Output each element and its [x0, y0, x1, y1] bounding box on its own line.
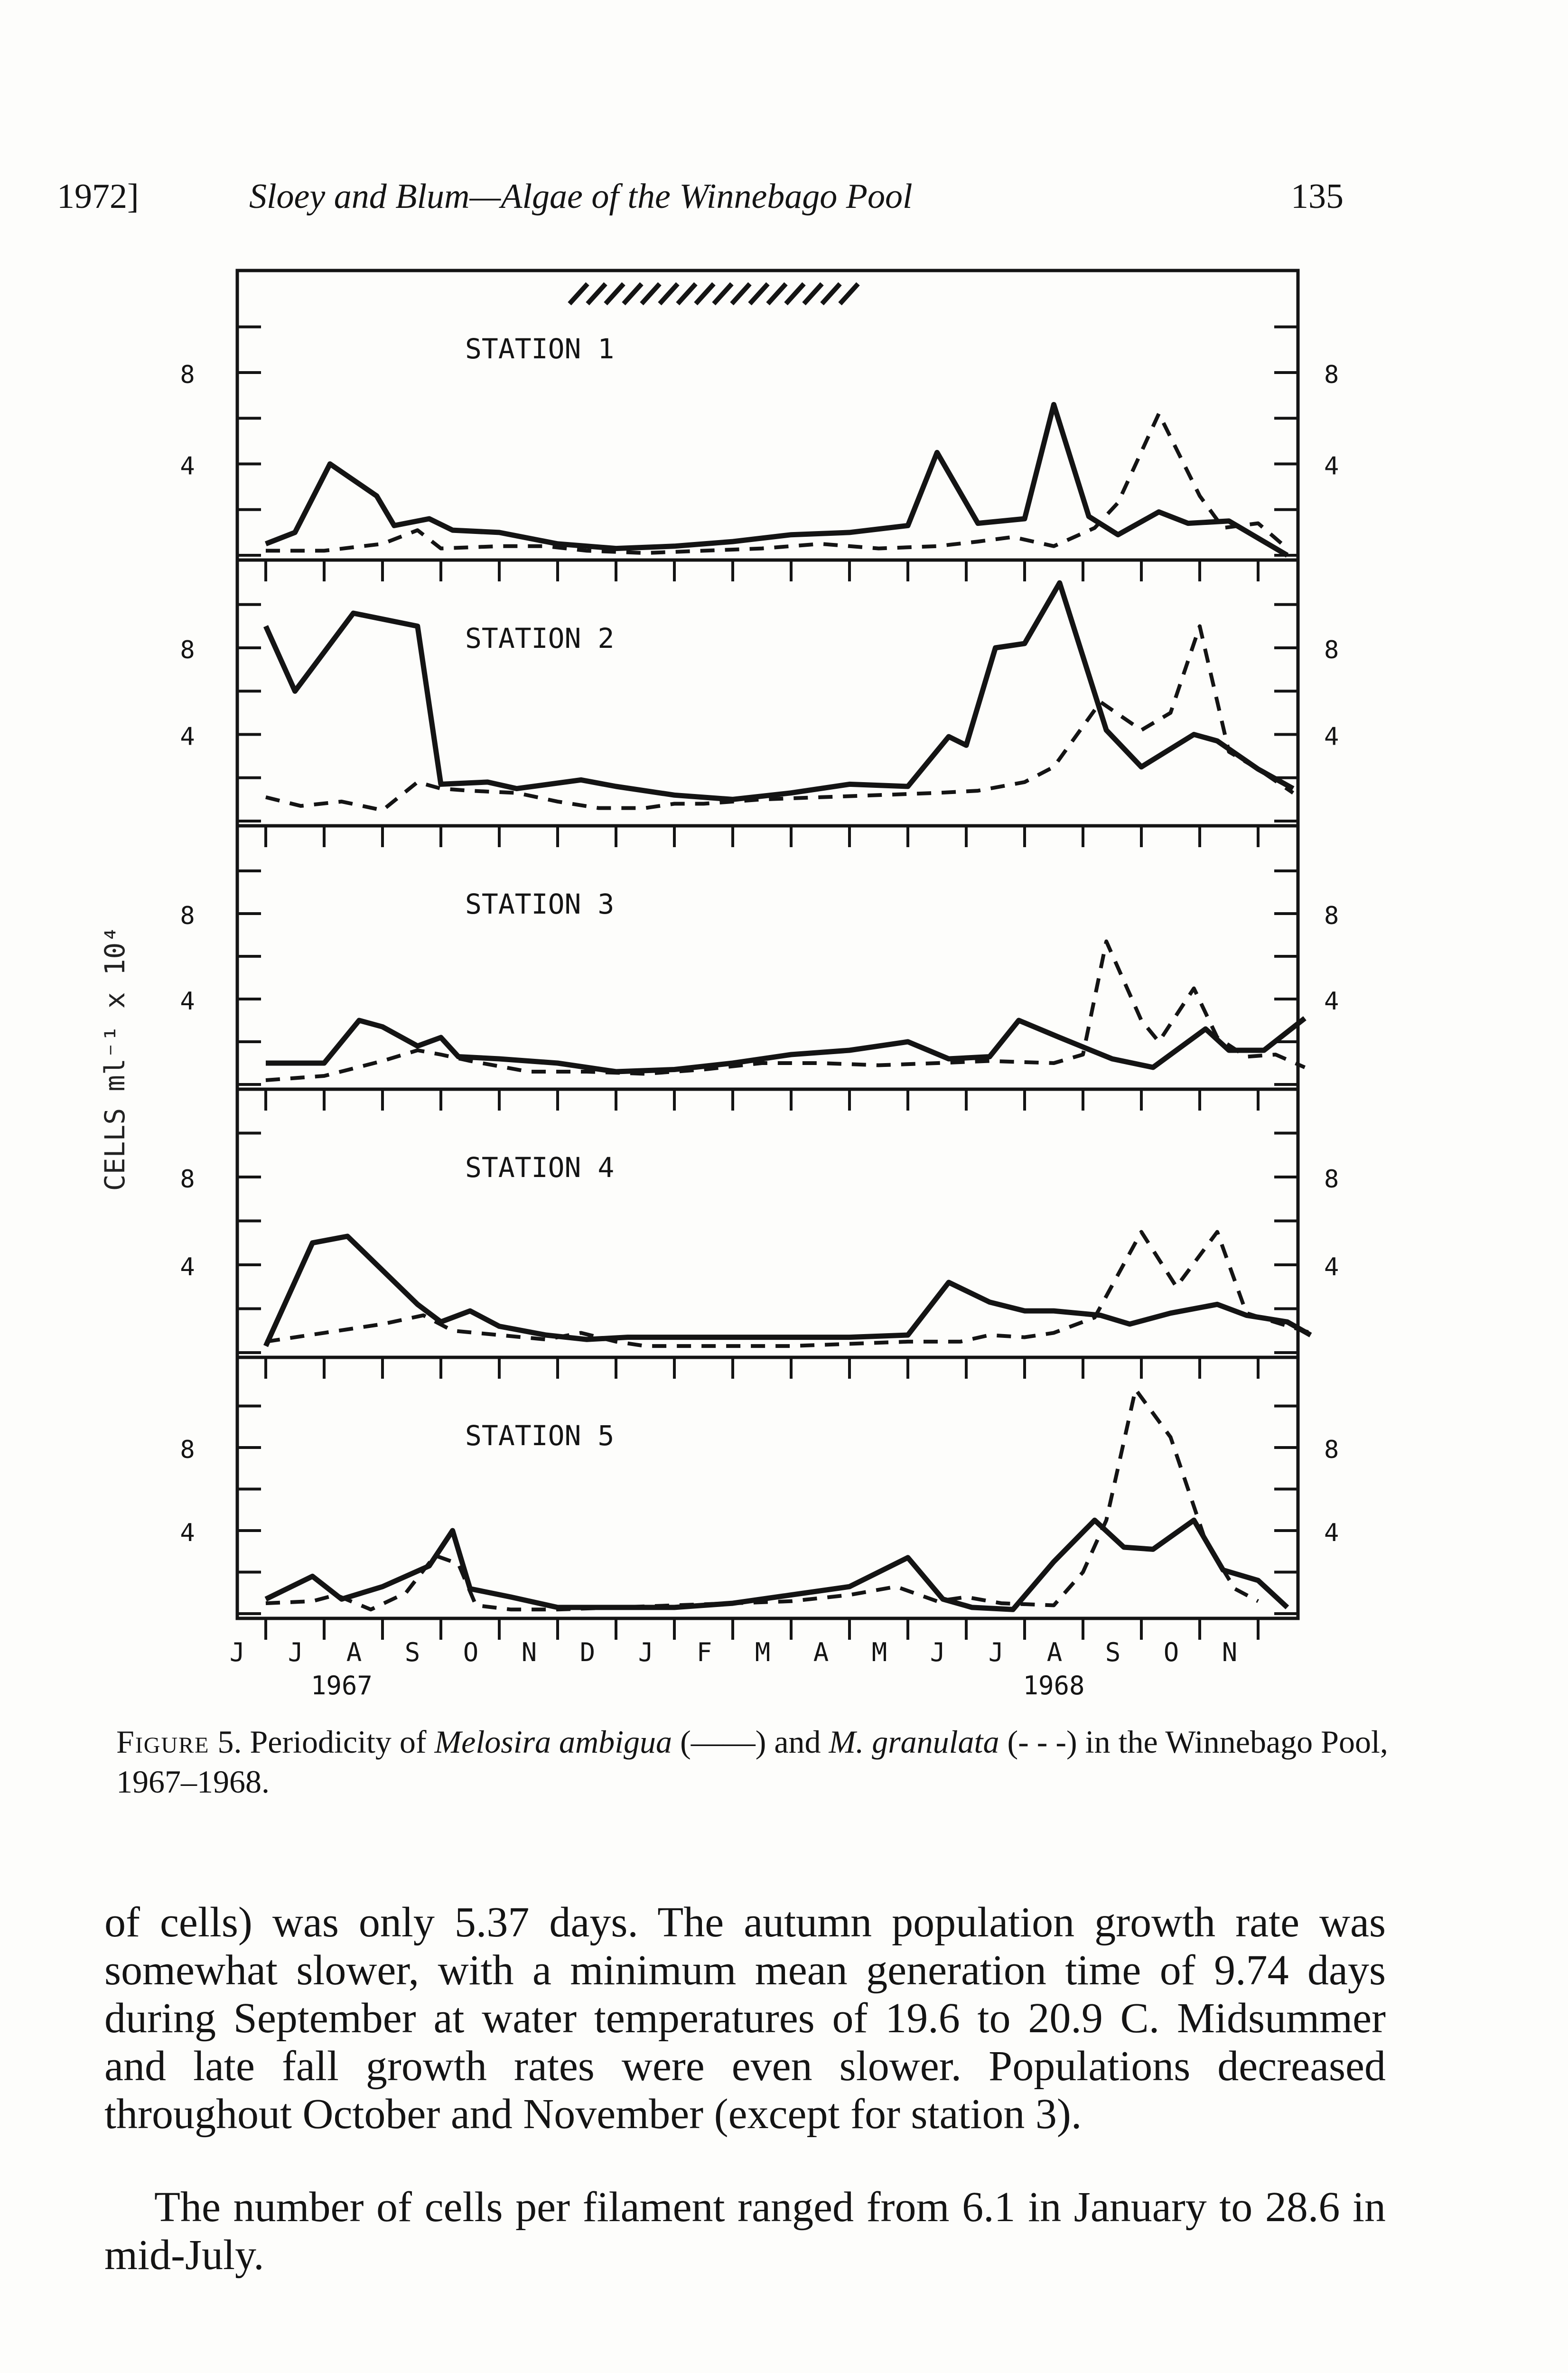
y-tick-label: 8 — [180, 902, 195, 930]
hatch-stroke — [624, 284, 642, 304]
series-melosira-granulata — [266, 942, 1305, 1081]
hatch-stroke — [714, 284, 732, 304]
station-panel-2 — [180, 560, 1339, 847]
hatch-stroke — [660, 284, 678, 304]
y-tick-label: 8 — [180, 1436, 195, 1464]
hatch-stroke — [569, 284, 588, 304]
month-label: S — [404, 1637, 420, 1667]
hatch-stroke — [786, 284, 804, 304]
caption-species-2: M. granulata — [829, 1724, 999, 1760]
caption-figure-number: 5. — [217, 1724, 242, 1760]
y-tick-label: 4 — [180, 452, 195, 481]
hatch-stroke — [804, 284, 822, 304]
hatch-stroke — [750, 284, 768, 304]
panel-frame — [237, 1089, 1298, 1357]
month-label: J — [988, 1637, 1004, 1667]
x-axis — [230, 1637, 1238, 1700]
caption-text-a: Periodicity of — [250, 1724, 435, 1760]
y-tick-label-right: 4 — [1324, 987, 1339, 1016]
month-label: S — [1105, 1637, 1121, 1667]
series-melosira-granulata — [266, 1232, 1311, 1346]
year-label: 1968 — [1023, 1671, 1085, 1700]
caption-species-1: Melosira ambigua — [434, 1724, 672, 1760]
station-panel-4 — [180, 1089, 1339, 1379]
panel-frame — [237, 560, 1298, 826]
station-panel-3 — [180, 826, 1339, 1111]
caption-text-c: (- - -) in the Winnebago Pool, 1967–1968. — [116, 1724, 1388, 1800]
y-tick-label-right: 4 — [1324, 1519, 1339, 1547]
station-panel-1 — [180, 271, 1339, 581]
year-label: 1967 — [310, 1671, 373, 1700]
month-label: F — [696, 1637, 712, 1667]
hatch-stroke — [768, 284, 786, 304]
body-paragraph-1: of cells) was only 5.37 days. The autumn population growth rate was somewhat slower, with a minimum mean generation time of 9.74 days during September at water temperatures of 19.6 to 20.9 C. Midsummer and late fall growth rates were even slower. Populations decreased throughout October and November (except for station 3). — [104, 1899, 1386, 2138]
month-label: N — [1222, 1637, 1238, 1667]
y-axis-title: CELLS ml⁻¹ x 10⁴ — [99, 925, 131, 1191]
hatch-stroke — [588, 284, 606, 304]
header-page-number: 135 — [1291, 177, 1344, 216]
y-tick-label-right: 8 — [1324, 902, 1339, 930]
y-tick-label-right: 4 — [1324, 1253, 1339, 1281]
station-panel-5 — [180, 1357, 1339, 1640]
y-tick-label-right: 8 — [1324, 636, 1339, 664]
hatch-stroke — [678, 284, 696, 304]
series-melosira-granulata — [266, 414, 1288, 553]
y-tick-label: 4 — [180, 722, 195, 751]
y-tick-label-right: 4 — [1324, 452, 1339, 481]
y-tick-label-right: 8 — [1324, 361, 1339, 389]
hatch-stroke — [696, 284, 714, 304]
hatch-stroke — [606, 284, 624, 304]
station-label: STATION 5 — [465, 1420, 615, 1452]
series-melosira-ambigua — [266, 1520, 1288, 1609]
month-label: A — [1046, 1637, 1063, 1667]
month-label: O — [463, 1637, 479, 1667]
panel-frame — [237, 826, 1298, 1089]
month-label: J — [638, 1637, 654, 1667]
station-label: STATION 3 — [465, 888, 615, 920]
hatch-stroke — [822, 284, 840, 304]
month-label: A — [346, 1637, 362, 1667]
y-tick-label: 4 — [180, 1253, 195, 1281]
month-label: J — [229, 1637, 245, 1667]
series-melosira-ambigua — [266, 583, 1293, 799]
y-tick-label: 8 — [180, 1165, 195, 1194]
hatch-stroke — [642, 284, 660, 304]
y-tick-label: 4 — [180, 987, 195, 1016]
y-tick-label: 4 — [180, 1519, 195, 1547]
body-paragraph-2: The number of cells per filament ranged from 6.1 in January to 28.6 in mid-July. — [104, 2184, 1386, 2279]
hatch-stroke — [732, 284, 750, 304]
caption-text-b: (——) and — [672, 1724, 829, 1760]
station-label: STATION 4 — [465, 1151, 615, 1184]
y-tick-label: 8 — [180, 636, 195, 664]
y-tick-label-right: 8 — [1324, 1436, 1339, 1464]
header-title: Sloey and Blum—Algae of the Winnebago Pool — [249, 177, 913, 216]
hatch-stroke — [840, 284, 858, 304]
y-tick-label: 8 — [180, 361, 195, 389]
caption-figure-label: Figure — [116, 1724, 210, 1760]
month-label: D — [579, 1637, 596, 1667]
series-melosira-granulata — [266, 1390, 1258, 1610]
panel-frame — [237, 271, 1298, 560]
month-label: M — [871, 1637, 887, 1667]
hatched-bar — [569, 284, 858, 304]
station-label: STATION 1 — [465, 333, 615, 365]
y-tick-label-right: 4 — [1324, 722, 1339, 751]
month-label: J — [930, 1637, 946, 1667]
month-label: N — [521, 1637, 537, 1667]
month-label: O — [1163, 1637, 1179, 1667]
figure-caption — [116, 1722, 1452, 1802]
month-label: J — [288, 1637, 304, 1667]
month-label: M — [755, 1637, 771, 1667]
header-year: 1972] — [57, 177, 139, 216]
station-label: STATION 2 — [465, 622, 615, 654]
month-label: A — [813, 1637, 829, 1667]
y-tick-label-right: 8 — [1324, 1165, 1339, 1194]
